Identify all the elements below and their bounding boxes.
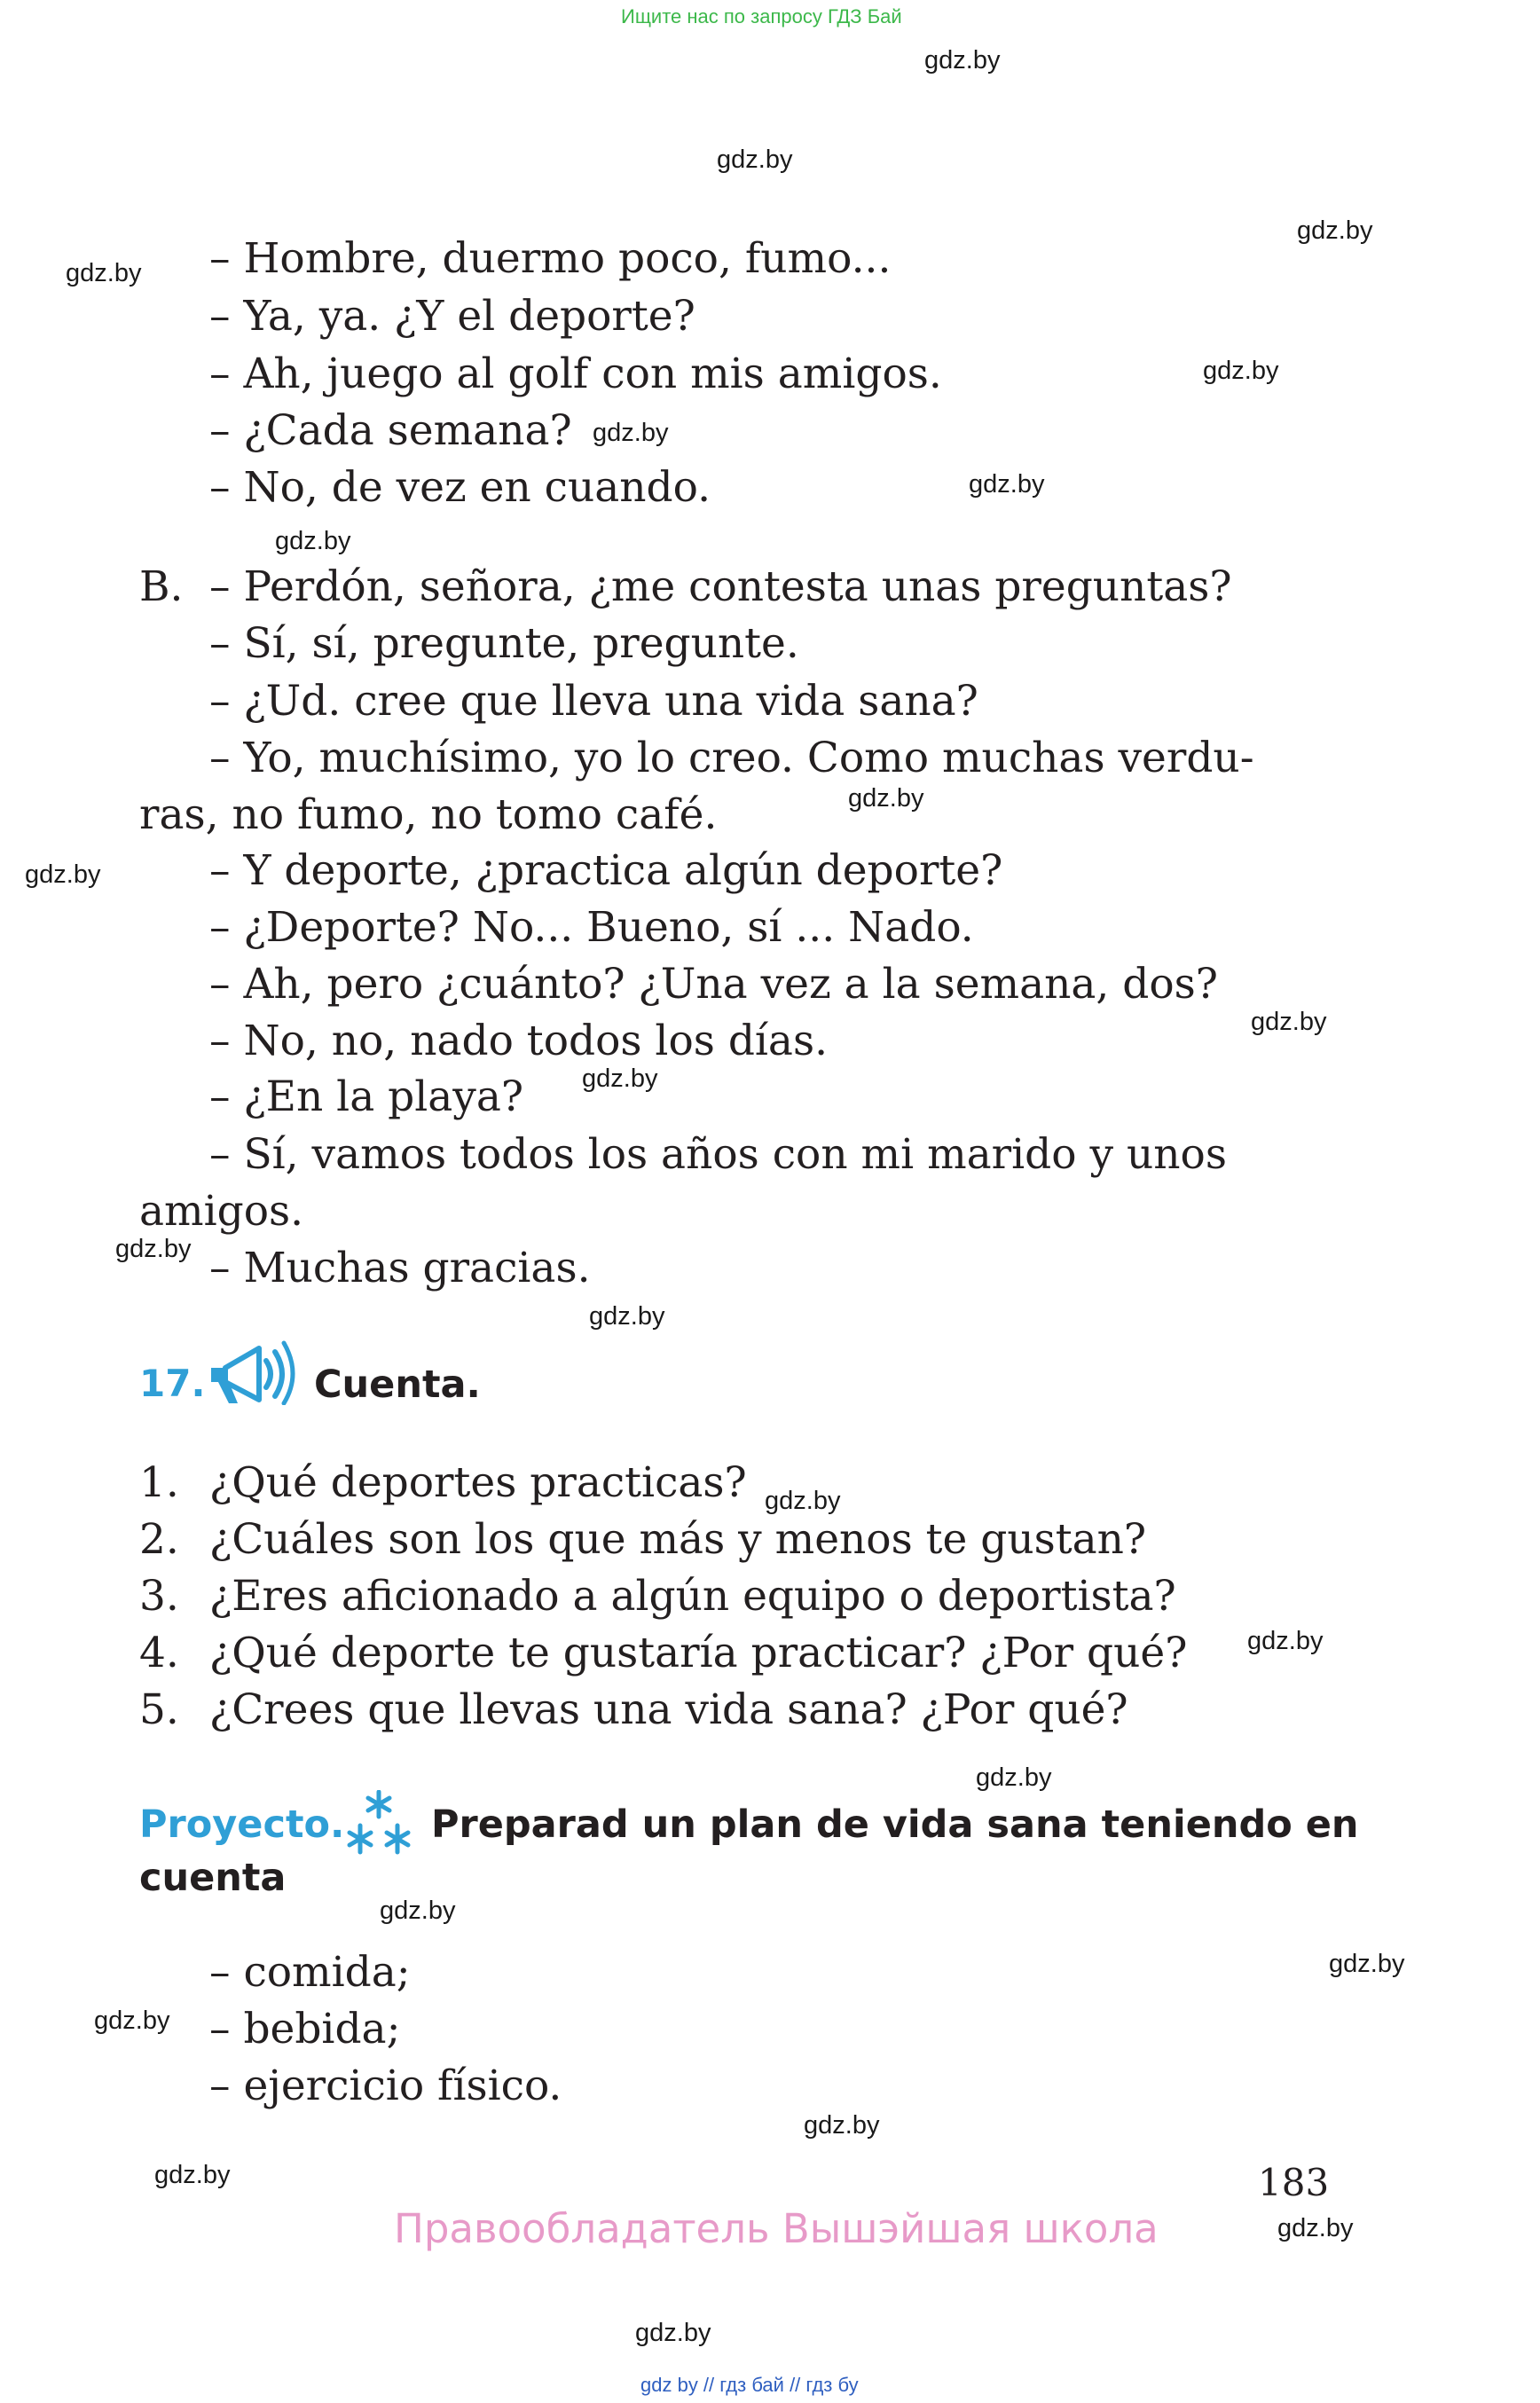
project-label: Proyecto. xyxy=(139,1802,345,1847)
question-text: ¿Qué deportes practicas? xyxy=(209,1458,747,1507)
watermark: gdz.by xyxy=(1251,1008,1327,1036)
watermark: gdz.by xyxy=(275,527,351,555)
watermark: gdz.by xyxy=(582,1064,658,1093)
watermark: gdz.by xyxy=(1329,1950,1405,1978)
watermark: gdz.by xyxy=(94,2006,170,2035)
dialog-a-line-5: – No, de vez en cuando. xyxy=(209,463,711,512)
dialog-b-line-3: – ¿Ud. cree que lleva una vida sana? xyxy=(209,677,978,726)
watermark: gdz.by xyxy=(154,2161,231,2189)
question-number: 4. xyxy=(139,1629,179,1677)
dialog-b-line-5: ras, no fumo, no tomo café. xyxy=(139,790,718,839)
question-number: 2. xyxy=(139,1515,179,1564)
dialog-b-line-12: amigos. xyxy=(139,1187,304,1236)
question-text: ¿Crees que llevas una vida sana? ¿Por qué? xyxy=(209,1685,1128,1734)
watermark: gdz.by xyxy=(66,259,142,287)
bottom-links: gdz by // гдз бай // гдз бу xyxy=(640,2374,859,2396)
watermark: gdz.by xyxy=(1297,216,1373,245)
question-number: 3. xyxy=(139,1572,179,1621)
dialog-a-line-3: – Ah, juego al golf con mis amigos. xyxy=(209,349,942,398)
page-number: 183 xyxy=(1258,2161,1330,2204)
watermark: gdz.by xyxy=(1277,2214,1354,2242)
exercise-number: 17. xyxy=(139,1362,206,1405)
dialog-b-marker: B. xyxy=(139,562,184,611)
dialog-b-line-1: – Perdón, señora, ¿me contesta unas preguntas? xyxy=(209,562,1232,611)
watermark: gdz.by xyxy=(593,419,669,447)
watermark: gdz.by xyxy=(1247,1627,1324,1655)
watermark: gdz.by xyxy=(717,145,793,174)
copyright-notice: Правообладатель Вышэйшая школа xyxy=(394,2205,1159,2252)
dialog-b-line-9: – No, no, nado todos los días. xyxy=(209,1017,829,1065)
dialog-a-line-1: – Hombre, duermo poco, fumo... xyxy=(209,234,892,283)
project-title-line-2: cuenta xyxy=(139,1856,287,1900)
dialog-b-line-2: – Sí, sí, pregunte, pregunte. xyxy=(209,619,799,668)
project-item: – bebida; xyxy=(209,2005,401,2054)
dialog-b-line-13: – Muchas gracias. xyxy=(209,1244,591,1292)
watermark: gdz.by xyxy=(635,2319,711,2347)
question-text: ¿Eres aficionado a algún equipo o deportista? xyxy=(209,1572,1176,1621)
project-item: – comida; xyxy=(209,1948,411,1997)
watermark: gdz.by xyxy=(804,2111,880,2140)
top-banner: Ищите нас по запросу ГДЗ Бай xyxy=(621,5,902,27)
watermark: gdz.by xyxy=(848,784,924,813)
question-number: 1. xyxy=(139,1458,179,1507)
watermark: gdz.by xyxy=(765,1487,841,1515)
dialog-a-line-4: – ¿Cada semana? xyxy=(209,406,572,455)
question-number: 5. xyxy=(139,1685,179,1734)
watermark: gdz.by xyxy=(924,46,1001,75)
dialog-b-line-8: – Ah, pero ¿cuánto? ¿Una vez a la semana, dos? xyxy=(209,960,1218,1009)
watermark: gdz.by xyxy=(380,1896,456,1925)
project-title-line-1: Preparad un plan de vida sana teniendo en xyxy=(431,1802,1359,1847)
exercise-title: Cuenta. xyxy=(314,1362,481,1407)
watermark: gdz.by xyxy=(969,470,1045,499)
megaphone-icon xyxy=(208,1338,296,1405)
question-text: ¿Qué deporte te gustaría practicar? ¿Por qué? xyxy=(209,1629,1188,1677)
dialog-b-line-11: – Sí, vamos todos los años con mi marido y unos xyxy=(209,1130,1227,1179)
watermark: gdz.by xyxy=(115,1235,192,1263)
watermark: gdz.by xyxy=(25,860,101,889)
dialog-b-line-6: – Y deporte, ¿practica algún deporte? xyxy=(209,846,1003,895)
dialog-b-line-4: – Yo, muchísimo, yo lo creo. Como muchas verdu- xyxy=(209,734,1254,782)
watermark: gdz.by xyxy=(976,1763,1052,1792)
watermark: gdz.by xyxy=(1203,357,1279,385)
watermark: gdz.by xyxy=(589,1302,665,1331)
group-work-icon xyxy=(346,1790,412,1857)
dialog-b-line-10: – ¿En la playa? xyxy=(209,1072,524,1121)
dialog-b-line-7: – ¿Deporte? No... Bueno, sí ... Nado. xyxy=(209,903,974,952)
question-text: ¿Cuáles son los que más y menos te gustan? xyxy=(209,1515,1147,1564)
dialog-a-line-2: – Ya, ya. ¿Y el deporte? xyxy=(209,292,695,341)
project-item: – ejercicio físico. xyxy=(209,2061,562,2110)
